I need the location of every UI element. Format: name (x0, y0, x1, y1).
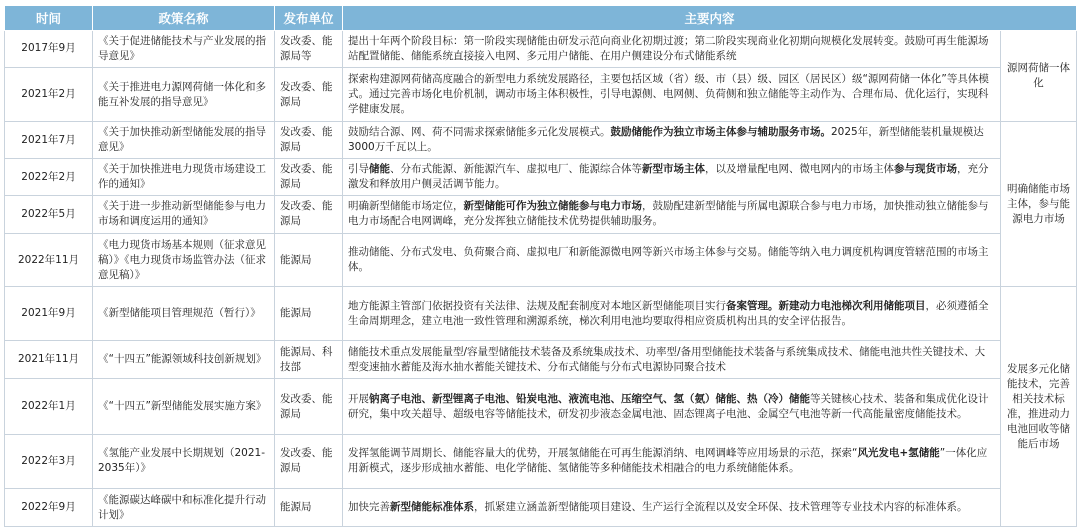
row-content (343, 379, 1001, 434)
row-unit: 发改委、能源局 (275, 379, 343, 434)
header-unit: 发布单位 (275, 6, 343, 31)
row-policy-name: 《“十四五”能源领域科技创新规划》 (93, 341, 275, 379)
content-text: 、分布式能源、新能源汽车、虚拟电厂、能源综合体等 (390, 163, 642, 176)
row-policy-name: 《关于加快推动新型储能发展的指导意见》 (93, 122, 275, 159)
table-row (5, 195, 1077, 233)
content-highlight: 风光发电+氢储能 (857, 447, 940, 460)
row-unit: 发改委、能源局 (275, 434, 343, 488)
row-unit: 能源局、科技部 (275, 341, 343, 379)
content-text: 等关键核心技术、装备和集成优化设计研究，集中攻关超导、超级电容等储能技术，研发初步液态金属电池、固态锂离子电池、金属空气电池等新一代高能量密度储能技术。 (348, 392, 989, 420)
row-unit: 发改委、能源局 (275, 159, 343, 196)
table-row (5, 287, 1077, 341)
category-cell: 明确储能市场主体，参与能源电力市场 (1001, 122, 1077, 287)
content-highlight: 鼓励储能作为独立市场主体参与辅助服务市场。 (610, 126, 831, 139)
content-text: 地方能源主管部门依据投资有关法律、法规及配套制度对本地区新型储能项目实行 (348, 299, 726, 312)
row-unit: 发改委、能源局 (275, 122, 343, 159)
row-time: 2022年2月 (5, 159, 93, 196)
content-text: ，鼓励配建新型储能与所属电源联合参与电力市场，加快推动独立储能参与电力市场配合电网调峰，充分发挥独立储能技术优势提供辅助服务。 (348, 200, 989, 228)
content-text: ，抓紧建立涵盖新型储能项目建设、生产运行全流程以及安全环保、技术管理等专业技术内容的标准体系。 (474, 501, 968, 514)
content-highlight: 储能 (369, 163, 390, 176)
content-highlight: 新型储能可作为独立储能参与电力市场 (463, 200, 642, 213)
table-row (5, 67, 1077, 121)
table-row (5, 489, 1077, 527)
row-unit: 能源局 (275, 287, 343, 341)
row-policy-name: 《关于促进储能技术与产业发展的指导意见》 (93, 31, 275, 68)
row-time: 2022年5月 (5, 195, 93, 233)
content-text: 2025年，新型储能装机量规模达3000万千瓦以上。 (348, 126, 984, 154)
row-policy-name: 《能源碳达峰碳中和标准化提升行动计划》 (93, 489, 275, 527)
content-highlight: 参与现货市场 (894, 163, 957, 176)
policy-table (4, 5, 1077, 527)
header-name: 政策名称 (93, 6, 275, 31)
content-text: 开展 (348, 392, 369, 405)
content-highlight: 钠离子电池、新型锂离子电池、铅炭电池、液流电池、压缩空气、氢（氨）储能、热（冷）储能 (369, 392, 810, 405)
category-cell: 发展多元化储能技术，完善相关技术标准，推进动力电池回收等储能后市场 (1001, 287, 1077, 527)
content-text: ，必须遵循全生命周期理念，建立电池一致性管理和溯源系统，梯次利用电池均要取得相应资质机构出具的安全评估报告。 (348, 299, 989, 327)
table-row (5, 233, 1077, 286)
row-unit: 能源局 (275, 233, 343, 286)
content-text: ，充分激发和释放用户侧灵活调节能力。 (348, 163, 989, 191)
row-time: 2021年7月 (5, 122, 93, 159)
row-content (343, 159, 1001, 196)
row-unit: 能源局 (275, 489, 343, 527)
row-content (343, 287, 1001, 341)
content-highlight: 新型储能标准体系 (390, 501, 474, 514)
row-policy-name: 《新型储能项目管理规范（暂行）》 (93, 287, 275, 341)
row-policy-name: 《氢能产业发展中长期规划（2021-2035年）》 (93, 434, 275, 488)
content-text: ，以及增量配电网、微电网内的市场主体 (705, 163, 894, 176)
table-row (5, 122, 1077, 159)
row-unit: 发改委、能源局 (275, 67, 343, 121)
table-row (5, 159, 1077, 196)
content-highlight: 新型市场主体 (642, 163, 705, 176)
row-policy-name: 《“十四五”新型储能发展实施方案》 (93, 379, 275, 434)
content-highlight: 备案管理。新建动力电池梯次利用储能项目 (726, 299, 926, 312)
table-row (5, 434, 1077, 488)
table-row (5, 341, 1077, 379)
content-text: 加快完善 (348, 501, 390, 514)
row-time: 2022年1月 (5, 379, 93, 434)
row-time: 2021年2月 (5, 67, 93, 121)
row-content (343, 434, 1001, 488)
row-content (343, 122, 1001, 159)
row-time: 2022年11月 (5, 233, 93, 286)
row-content (343, 489, 1001, 527)
row-unit: 发改委、能源局 (275, 195, 343, 233)
row-content: 提出十年两个阶段目标：第一阶段实现储能由研发示范向商业化初期过渡；第二阶段实现商业化初期向规模化发展转变。鼓励可再生能源场站配置储能、储能系统直接接入电网、多元用户储能、在用户侧建设分布式储能系统 (343, 31, 1001, 68)
row-content: 推动储能、分布式发电、负荷聚合商、虚拟电厂和新能源微电网等新兴市场主体参与交易。储能等纳入电力调度机构调度管辖范围的市场主体。 (343, 233, 1001, 286)
row-time: 2021年11月 (5, 341, 93, 379)
content-text: 鼓励结合源、网、荷不同需求探索储能多元化发展模式。 (348, 126, 611, 139)
content-text: 发挥氢能调节周期长、储能容量大的优势，开展氢储能在可再生能源消纳、电网调峰等应用场景的示范，探索“ (348, 447, 858, 460)
row-policy-name: 《关于加快推进电力现货市场建设工作的通知》 (93, 159, 275, 196)
row-content: 储能技术重点发展能量型/容量型储能技术装备及系统集成技术、功率型/备用型储能技术装备与系统集成技术、储能电池共性关键技术、大型变速抽水蓄能及海水抽水蓄能关键技术、分布式储能与分布式电源协同聚合技术 (343, 341, 1001, 379)
row-policy-name: 《关于推进电力源网荷储一体化和多能互补发展的指导意见》 (93, 67, 275, 121)
row-time: 2017年9月 (5, 31, 93, 68)
row-time: 2022年9月 (5, 489, 93, 527)
category-cell: 源网荷储一体化 (1001, 31, 1077, 122)
row-policy-name: 《电力现货市场基本规则（征求意见稿）》《电力现货市场监管办法（征求意见稿）》 (93, 233, 275, 286)
content-text: 引导 (348, 163, 369, 176)
table-row (5, 379, 1077, 434)
row-unit: 发改委、能源局等 (275, 31, 343, 68)
content-text: ”一体化应用新模式，逐步形成抽水蓄能、电化学储能、氢储能等多种储能技术相融合的电力系统储能体系。 (348, 447, 988, 475)
header-row (5, 6, 1077, 31)
row-time: 2021年9月 (5, 287, 93, 341)
row-policy-name: 《关于进一步推动新型储能参与电力市场和调度运用的通知》 (93, 195, 275, 233)
row-content: 探索构建源网荷储高度融合的新型电力系统发展路径，主要包括区域（省）级、市（县）级、园区（居民区）级“源网荷储一体化”等具体模式。通过完善市场化电价机制，调动市场主体积极性，引导电源侧、电网侧、负荷侧和独立储能等主动作为、合理布局、优化运行，实现科学健康发展。 (343, 67, 1001, 121)
table-row (5, 31, 1077, 68)
content-text: 明确新型储能市场定位， (348, 200, 464, 213)
header-content: 主要内容 (343, 6, 1077, 31)
header-time: 时间 (5, 6, 93, 31)
row-time: 2022年3月 (5, 434, 93, 488)
row-content (343, 195, 1001, 233)
